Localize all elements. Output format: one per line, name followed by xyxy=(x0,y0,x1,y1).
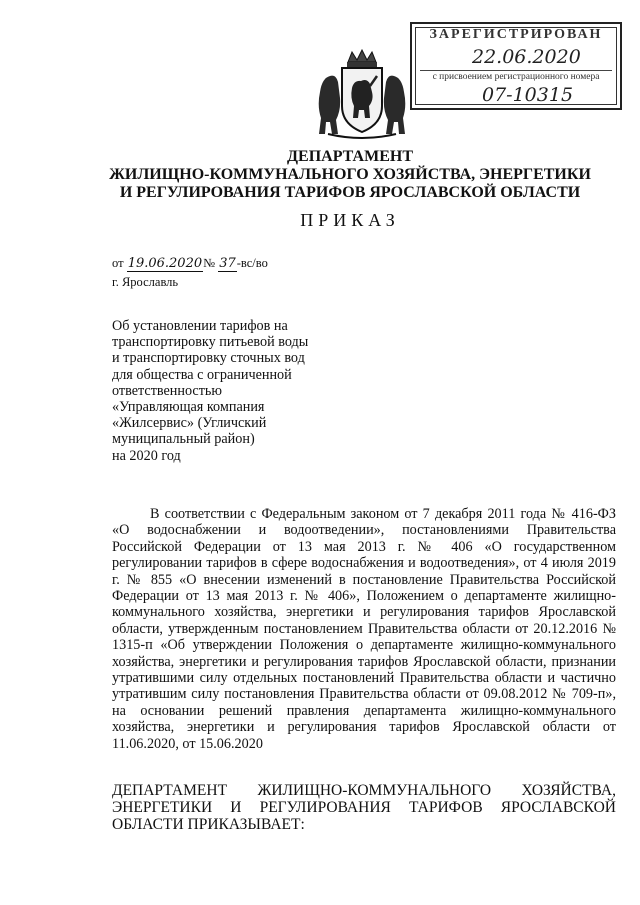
stamp-title: ЗАРЕГИСТРИРОВАН xyxy=(429,27,603,42)
stamp-divider xyxy=(420,70,612,71)
subject-line: «Управляющая компания xyxy=(112,399,265,416)
subject-line: для общества с ограниченной xyxy=(112,366,292,383)
order-number: 37 xyxy=(219,256,236,271)
order-city: г. Ярославль xyxy=(112,275,179,289)
subject-line: муниципальный район) xyxy=(112,431,255,448)
order-date-number-row xyxy=(112,254,268,273)
stamp-date: 22.06.2020 xyxy=(472,46,581,68)
department-heading-line: ЖИЛИЩНО-КОММУНАЛЬНОГО ХОЗЯЙСТВА, ЭНЕРГЕТИКИ xyxy=(109,166,591,183)
subject-line: Об установлении тарифов на xyxy=(112,318,288,334)
order-title: ПРИКАЗ xyxy=(300,210,400,230)
stamp-caption: с присвоением регистрационного номера xyxy=(432,72,600,82)
subject-line: транспортировку питьевой воды xyxy=(112,334,309,351)
subject-line: ответственностью xyxy=(112,382,223,399)
preamble-paragraph: В соответствии с Федеральным законом от 7 декабря 2011 года № 416-ФЗ «О водоснабжении и водоотведении», постановлениями Правительства Российской Федерации от 13 мая 2013 г. № 406 «О государственном регулировании тарифов в сфере водоснабжения и водоотведения», от 4 июля 2019 г. № 855 «О внесении изменений в постановление Правительства Российской Федерации от 13 мая 2013 г. № 406», Положением о департаменте жилищно-коммунального хозяйства, энергетики и регулирования тарифов Ярославской области, утвержденным постановлением Правительства области от 20.12.2016 № 1315-п «Об утверждении Положения о департаменте жилищно-коммунального хозяйства, энергетики и регулирования тарифов Ярославской области, признании утратившими силу отдельных постановлений Правительства области и частично утратившим силу постановления Правительства области от 09.08.2012 № 709-п», на основании решений правления департамента жилищно-коммунального хозяйства, энергетики и регулирования тарифов Ярославской области от 11.06.2020, от 15.06.2020 xyxy=(112,506,616,752)
date-prefix: от xyxy=(112,256,124,270)
subject-line: «Жилсервис» (Угличский xyxy=(112,415,267,432)
number-prefix: № xyxy=(203,256,216,270)
stamp-number: 07-10315 xyxy=(482,84,574,106)
registration-stamp xyxy=(410,22,622,110)
number-suffix: -вс/во xyxy=(236,256,268,270)
subject-line: на 2020 год xyxy=(112,447,181,464)
department-heading xyxy=(60,148,640,202)
order-directive: ДЕПАРТАМЕНТ ЖИЛИЩНО-КОММУНАЛЬНОГО ХОЗЯЙСТВА, ЭНЕРГЕТИКИ И РЕГУЛИРОВАНИЯ ТАРИФОВ ЯРОСЛАВСКОЙ ОБЛАСТИ ПРИКАЗЫВАЕТ: xyxy=(112,782,616,833)
department-heading-line: И РЕГУЛИРОВАНИЯ ТАРИФОВ ЯРОСЛАВСКОЙ ОБЛАСТИ xyxy=(119,184,581,201)
order-meta xyxy=(112,254,268,291)
subject-line: и транспортировку сточных вод xyxy=(112,350,305,367)
coat-of-arms-emblem xyxy=(314,48,410,140)
order-subject xyxy=(112,318,342,464)
order-date: 19.06.2020 xyxy=(127,256,203,271)
department-heading-line: ДЕПАРТАМЕНТ xyxy=(287,148,413,165)
